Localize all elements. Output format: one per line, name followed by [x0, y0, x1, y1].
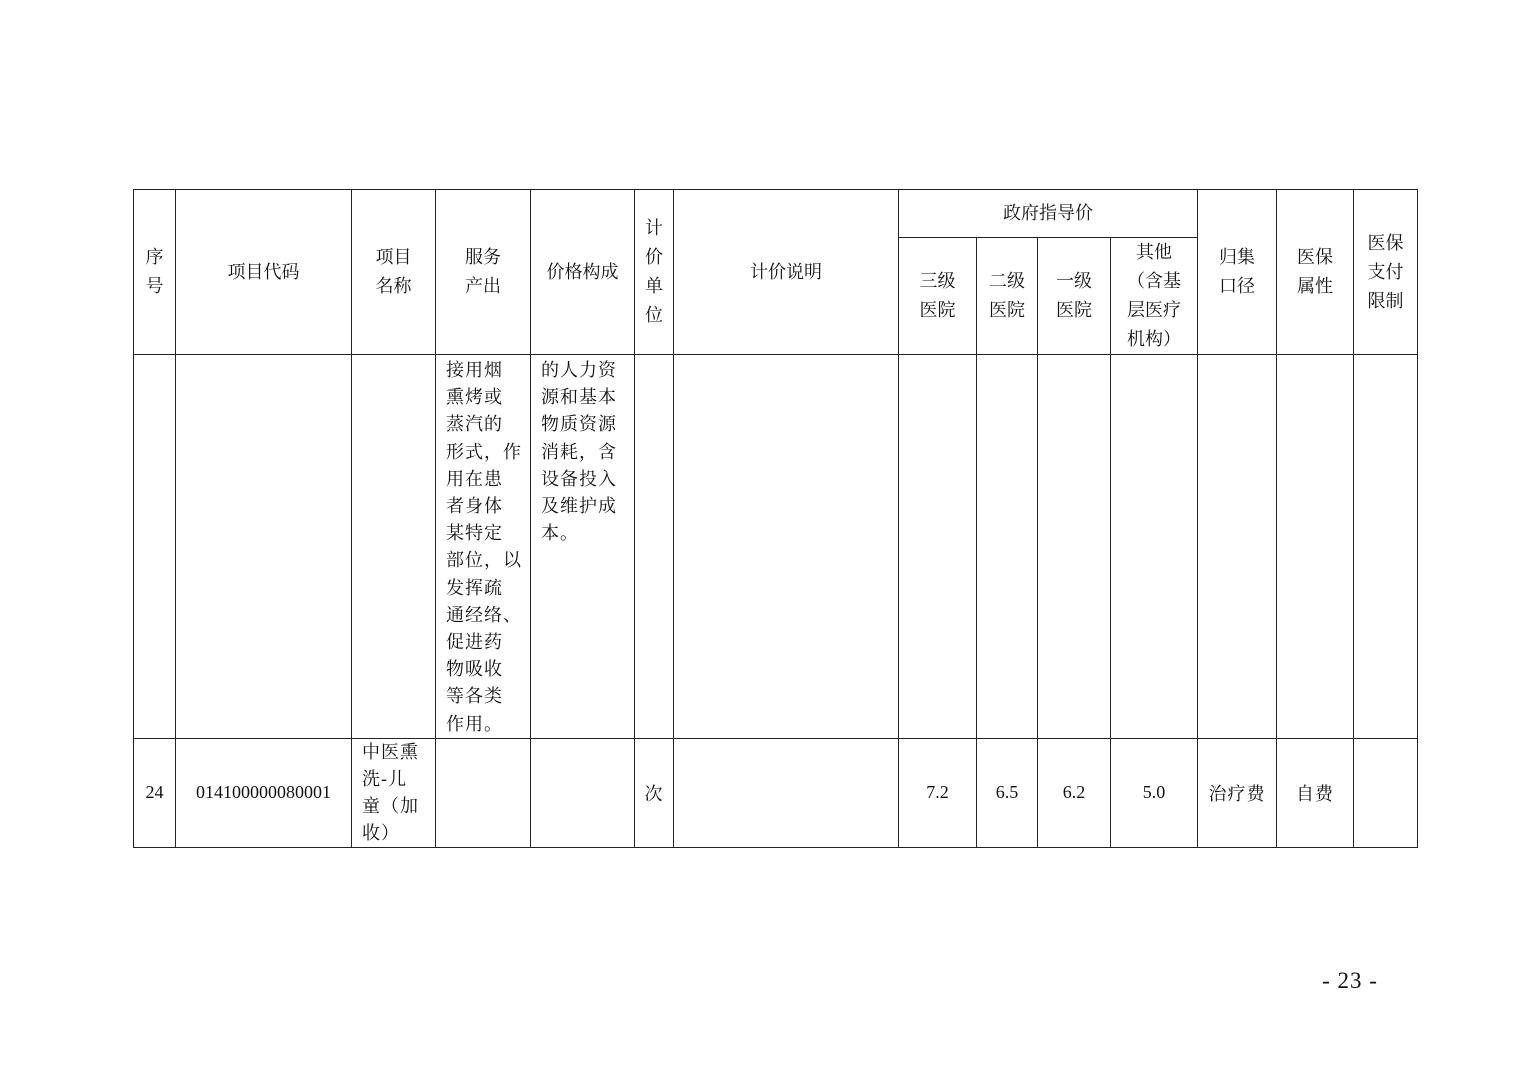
cell-empty [1198, 355, 1277, 739]
header-row-1 [134, 190, 1418, 238]
price-table [133, 189, 1418, 848]
cell-empty [674, 355, 899, 739]
header-other: 其他 （含基 层医疗 机构） [1111, 238, 1198, 355]
cell-seq: 24 [134, 738, 176, 847]
continuation-row [134, 355, 1418, 739]
cell-empty [352, 355, 436, 739]
header-code: 项目代码 [176, 190, 352, 355]
cell-composition [531, 738, 635, 847]
cell-code: 014100000080001 [176, 738, 352, 847]
cell-empty [899, 355, 977, 739]
cell-limit [1354, 738, 1418, 847]
cell-empty [176, 355, 352, 739]
header-output: 服务 产出 [436, 190, 531, 355]
header-unit: 计 价 单 位 [635, 190, 674, 355]
cell-output [436, 738, 531, 847]
cell-empty [134, 355, 176, 739]
cell-empty [1354, 355, 1418, 739]
table-row [134, 738, 1418, 847]
header-level2: 二级 医院 [977, 238, 1038, 355]
page-number: - 23 - [1322, 968, 1378, 993]
header-level3: 三级 医院 [899, 238, 977, 355]
cell-level3-price: 7.2 [899, 738, 977, 847]
cell-empty [1277, 355, 1354, 739]
cell-level2-price: 6.5 [977, 738, 1038, 847]
cell-empty [1038, 355, 1111, 739]
header-insurance: 医保 属性 [1277, 190, 1354, 355]
cell-empty [635, 355, 674, 739]
cell-unit: 次 [635, 738, 674, 847]
header-gov-price: 政府指导价 [899, 190, 1198, 238]
header-seq: 序 号 [134, 190, 176, 355]
cell-insurance: 自费 [1277, 738, 1354, 847]
cell-empty [977, 355, 1038, 739]
cell-composition-continuation: 的人力资 源和基本 物质资源 消耗，含 设备投入 及维护成 本。 [531, 355, 635, 739]
header-composition: 价格构成 [531, 190, 635, 355]
header-category: 归集 口径 [1198, 190, 1277, 355]
cell-other-price: 5.0 [1111, 738, 1198, 847]
cell-note [674, 738, 899, 847]
cell-name: 中医熏 洗-儿 童（加 收） [352, 738, 436, 847]
cell-category: 治疗费 [1198, 738, 1277, 847]
header-note: 计价说明 [674, 190, 899, 355]
header-limit: 医保 支付 限制 [1354, 190, 1418, 355]
header-level1: 一级 医院 [1038, 238, 1111, 355]
cell-level1-price: 6.2 [1038, 738, 1111, 847]
cell-output-continuation: 接用烟 熏烤或 蒸汽的 形式，作 用在患 者身体 某特定 部位，以 发挥疏 通经络、 促进药 物吸收 等各类 作用。 [436, 355, 531, 739]
cell-empty [1111, 355, 1198, 739]
header-name: 项目 名称 [352, 190, 436, 355]
